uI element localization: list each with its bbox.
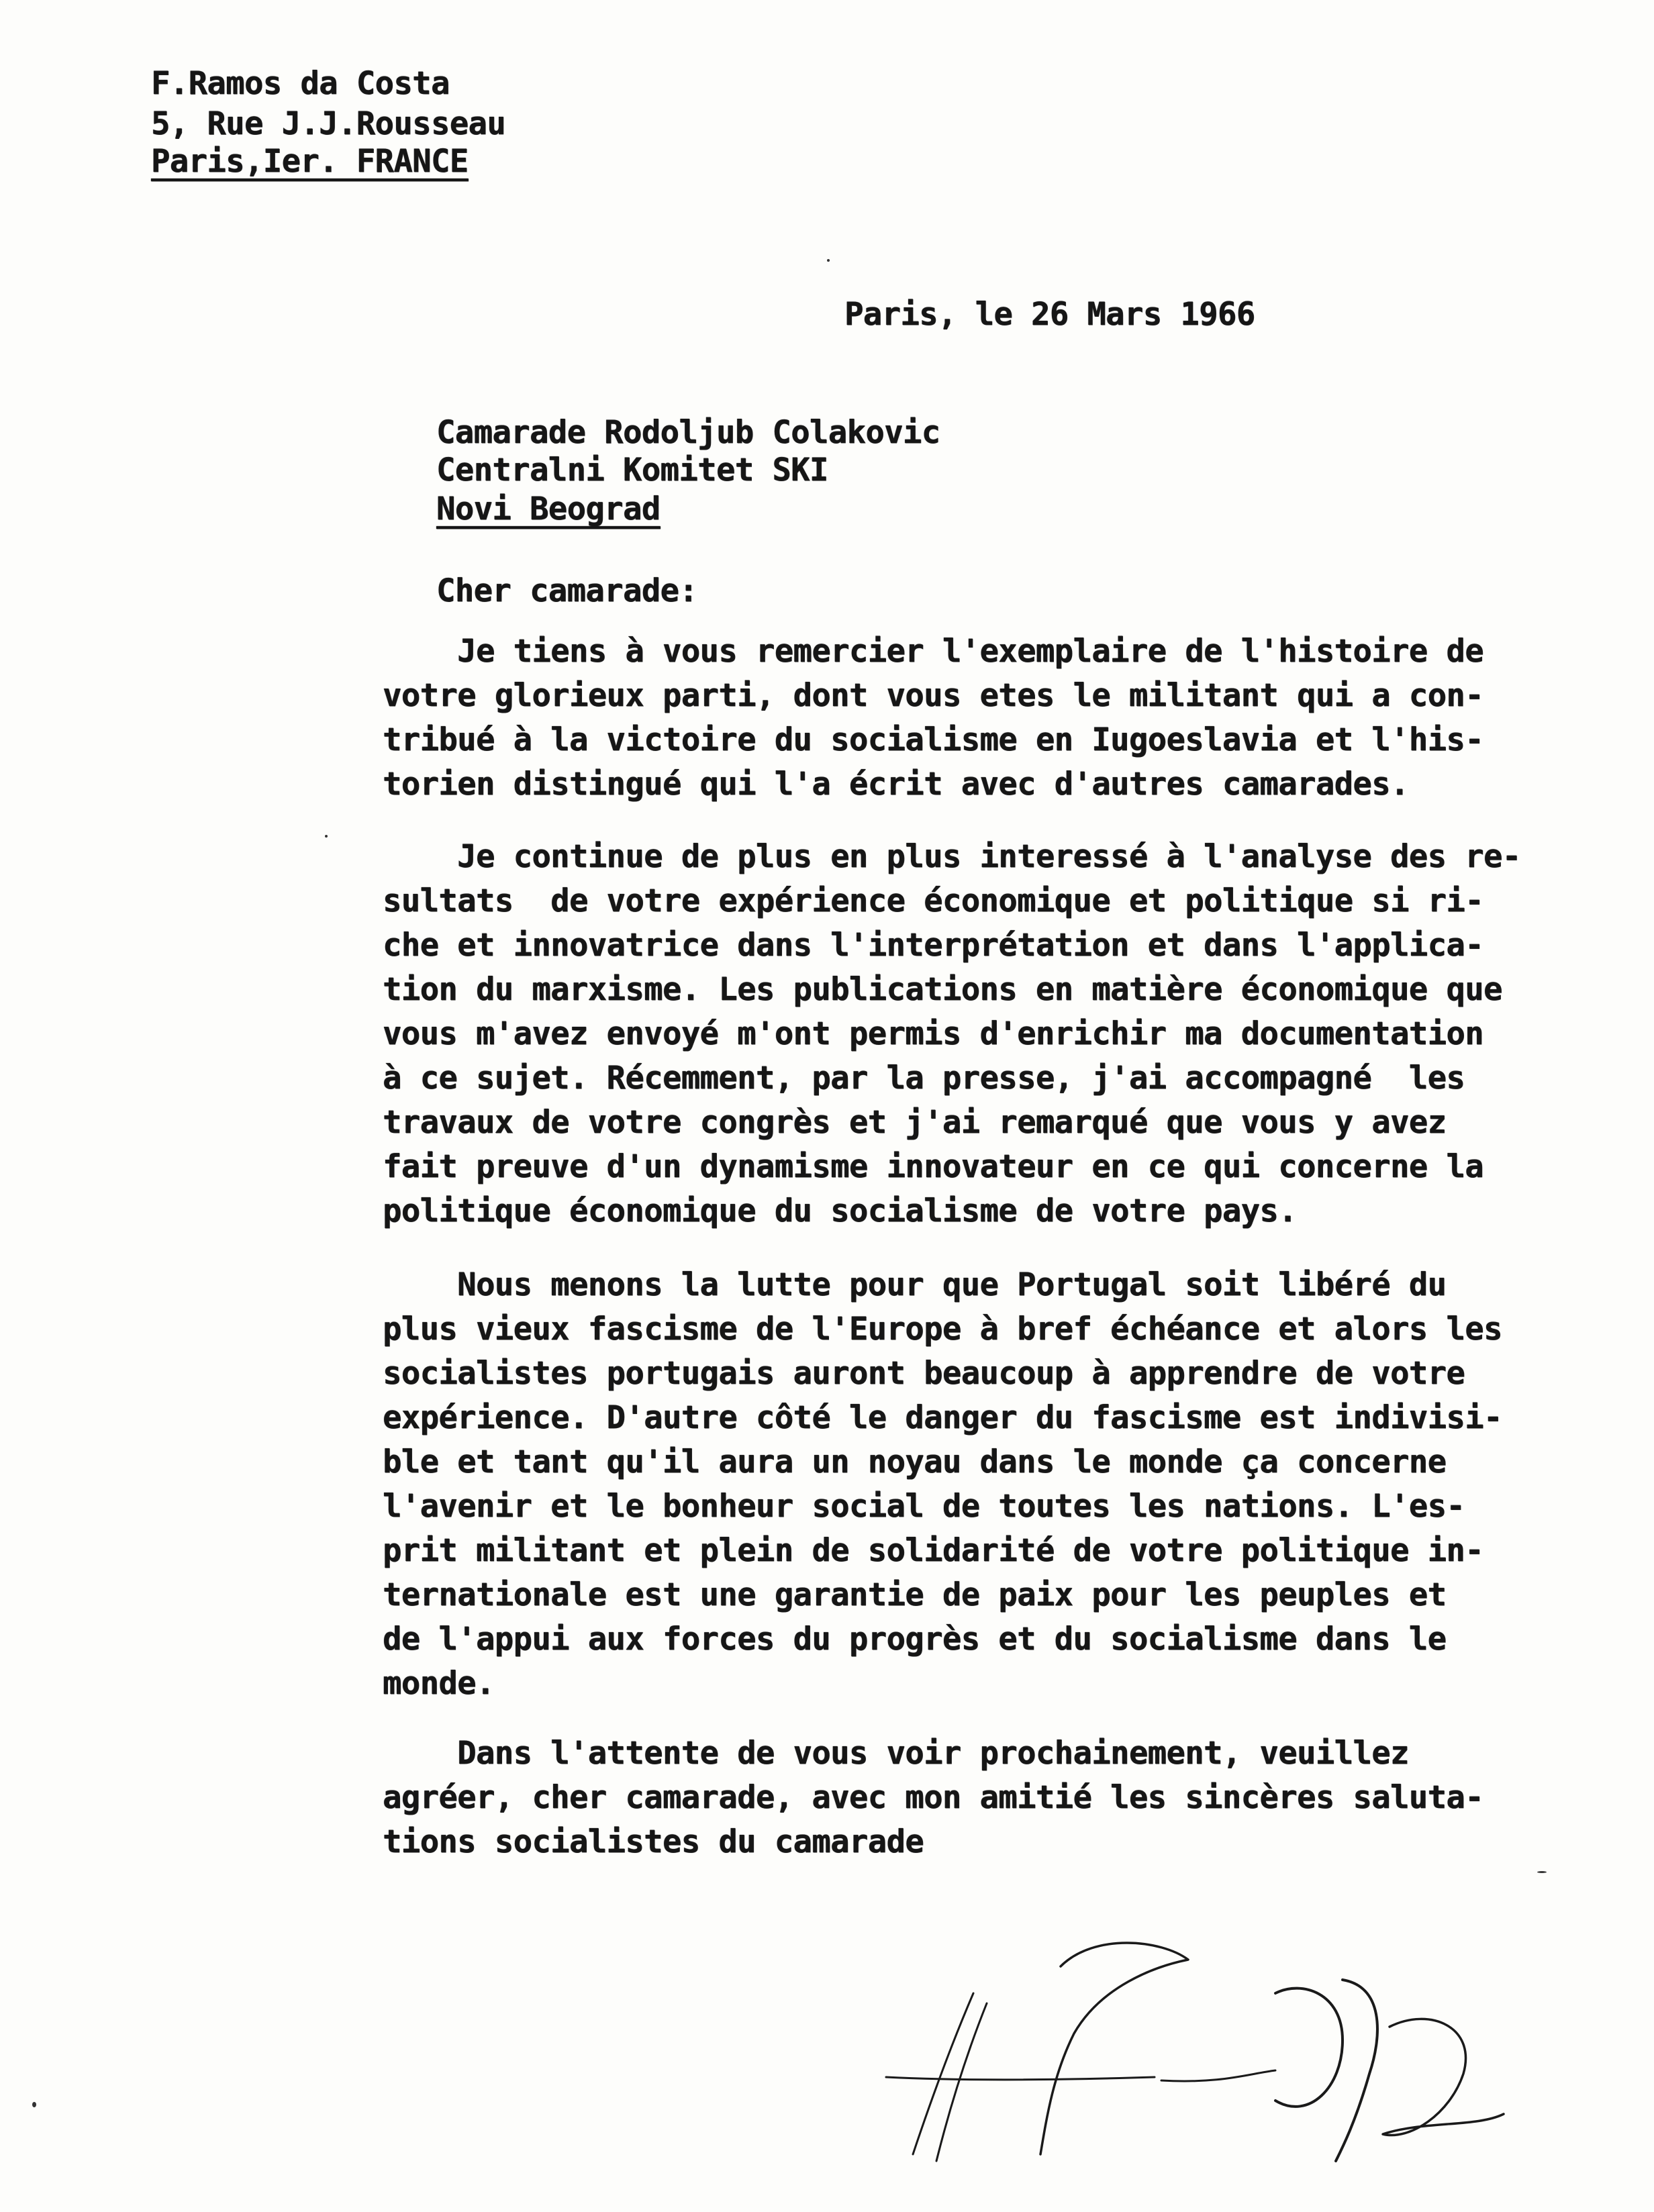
scan-speck — [827, 259, 830, 262]
body-line: Dans l'attente de vous voir prochainement, veuillez — [383, 1735, 1409, 1772]
body-line: tion du marxisme. Les publications en matière économique que — [383, 971, 1502, 1008]
salutation: Cher camarade: — [436, 572, 698, 609]
body-line: politique économique du socialisme de votre pays. — [383, 1193, 1298, 1229]
body-line: à ce sujet. Récemment, par la presse, j'ai accompagné les — [383, 1060, 1465, 1097]
body-line: tribué à la victoire du socialisme en Iugoeslavia et l'his- — [383, 721, 1483, 758]
body-line: fait preuve d'un dynamisme innovateur en ce qui concerne la — [383, 1148, 1483, 1185]
body-line: travaux de votre congrès et j'ai remarqué que vous y avez — [383, 1104, 1447, 1141]
recipient-line-3: Novi Beograd — [436, 491, 661, 527]
sender-street: 5, Rue J.J.Rousseau — [151, 105, 506, 142]
body-line: l'avenir et le bonheur social de toutes les nations. L'es- — [383, 1488, 1465, 1525]
body-line: Nous menons la lutte pour que Portugal soit libéré du — [383, 1266, 1447, 1303]
body-line: ble et tant qu'il aura un noyau dans le monde ça concerne — [383, 1444, 1447, 1480]
body-line: ternationale est une garantie de paix pour les peuples et — [383, 1576, 1447, 1613]
body-line: sultats de votre expérience économique et politique si ri- — [383, 883, 1483, 919]
body-line: agréer, cher camarade, avec mon amitié les sincères saluta- — [383, 1779, 1483, 1816]
body-line: plus vieux fascisme de l'Europe à bref échéance et alors les — [383, 1311, 1502, 1348]
body-line: che et innovatrice dans l'interprétation et dans l'applica- — [383, 927, 1483, 964]
body-line: monde. — [383, 1665, 495, 1702]
sender-city: Paris,Ier. FRANCE — [151, 143, 469, 180]
sender-name: F.Ramos da Costa — [151, 65, 450, 102]
body-line: Je tiens à vous remercier l'exemplaire de l'histoire de — [383, 633, 1483, 670]
scan-speck — [325, 835, 328, 838]
handwritten-signature — [873, 1940, 1530, 2181]
body-line: Je continue de plus en plus interessé à l'analyse des re- — [383, 838, 1521, 875]
scan-speck — [32, 2102, 36, 2107]
body-line: socialistes portugais auront beaucoup à apprendre de votre — [383, 1355, 1465, 1392]
body-line: vous m'avez envoyé m'ont permis d'enrichir ma documentation — [383, 1015, 1483, 1052]
letter-date: Paris, le 26 Mars 1966 — [844, 296, 1255, 333]
body-line: expérience. D'autre côté le danger du fascisme est indivisi- — [383, 1399, 1502, 1436]
recipient-line-1: Camarade Rodoljub Colakovic — [436, 414, 940, 451]
recipient-line-2: Centralni Komitet SKI — [436, 452, 828, 489]
scan-speck — [1537, 1871, 1547, 1873]
body-line: votre glorieux parti, dont vous etes le militant qui a con- — [383, 677, 1483, 714]
body-line: prit militant et plein de solidarité de votre politique in- — [383, 1532, 1483, 1569]
body-line: de l'appui aux forces du progrès et du socialisme dans le — [383, 1621, 1447, 1658]
body-line: tions socialistes du camarade — [383, 1823, 924, 1860]
body-line: torien distingué qui l'a écrit avec d'autres camarades. — [383, 766, 1409, 803]
